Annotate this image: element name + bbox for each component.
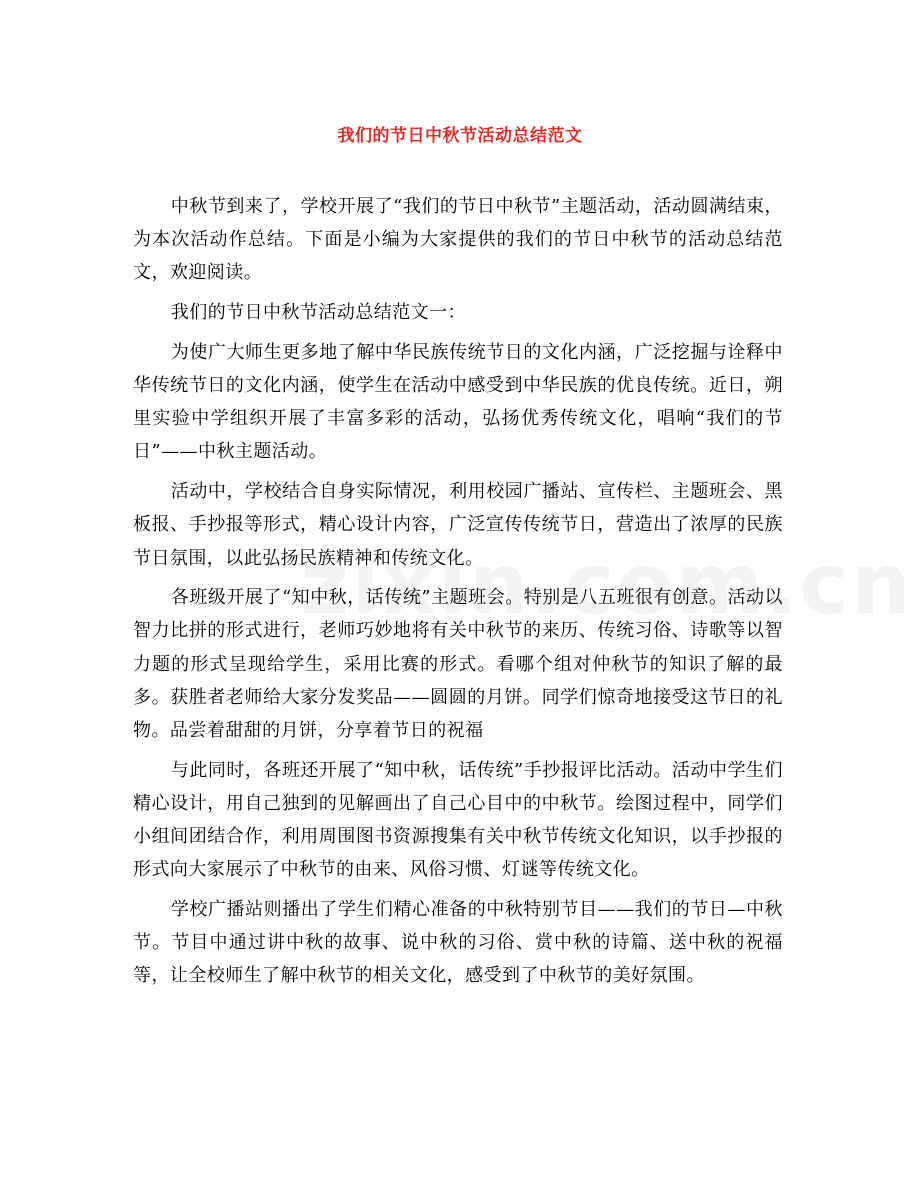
paragraph-activities: 活动中，学校结合自身实际情况，利用校园广播站、宣传栏、主题班会、黑板报、手抄报等形式，精心设计内容，广泛宣传传统节日，营造出了浓厚的民族节日氛围，以此弘扬民族精神和传统文化。	[133, 481, 783, 569]
paragraph-purpose: 为使广大师生更多地了解中华民族传统节日的文化内涵，广泛挖掘与诠释中华传统节日的文化内涵，使学生在活动中感受到中华民族的优良传统。近日，朔里实验中学组织开展了丰富多彩的活动，弘扬优秀传统文化，唱响“我们的节日”——中秋主题活动。	[133, 341, 783, 463]
paragraph-broadcast: 学校广播站则播出了学生们精心准备的中秋特别节目——我们的节日—中秋节。节目中通过讲中秋的故事、说中秋的习俗、赏中秋的诗篇、送中秋的祝福等，让全校师生了解中秋节的相关文化，感受到了中秋节的美好氛围。	[133, 899, 783, 987]
paragraph-intro: 中秋节到来了，学校开展了“我们的节日中秋节”主题活动，活动圆满结束，为本次活动作总结。下面是小编为大家提供的我们的节日中秋节的活动总结范文，欢迎阅读。	[133, 196, 783, 284]
paragraph-class-meeting: 各班级开展了“知中秋，话传统”主题班会。特别是八五班很有创意。活动以智力比拼的形式进行，老师巧妙地将有关中秋节的来历、传统习俗、诗歌等以智力题的形式呈现给学生，采用比赛的形式。看哪个组对仲秋节的知识了解的最多。获胜者老师给大家分发奖品——圆圆的月饼。同学们惊奇地接受这节日的礼物。品尝着甜甜的月饼，分享着节日的祝福	[133, 587, 783, 742]
paragraph-subheading: 我们的节日中秋节活动总结范文一：	[170, 302, 466, 324]
document-title: 我们的节日中秋节活动总结范文	[337, 126, 583, 146]
document-body	[133, 190, 783, 999]
paragraph-handwritten-paper: 与此同时，各班还开展了“知中秋，话传统”手抄报评比活动。活动中学生们精心设计，用自己独到的见解画出了自己心目中的中秋节。绘图过程中，同学们小组间团结合作，利用周围图书资源搜集有关中秋节传统文化知识，以手抄报的形式向大家展示了中秋节的由来、风俗习惯、灯谜等传统文化。	[133, 759, 783, 881]
